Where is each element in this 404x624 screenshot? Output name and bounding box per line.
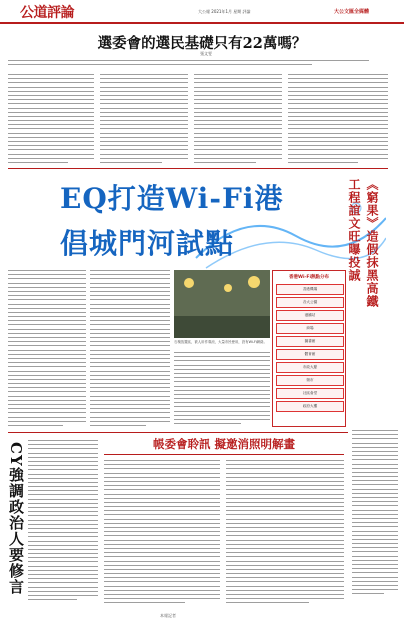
sidebar-item: 社區會堂 [276,388,344,399]
bottom-article-column-2 [226,460,344,608]
right-column-title-1: 《窮果》造假抹黑高鐵 [365,178,379,308]
right-column-body [352,430,398,605]
feature-column-3 [174,352,270,430]
masthead-info: 大公報 2021年1月 星期 評論 [198,9,251,14]
cy-article-headline: CY強調政治人要修言 [7,442,25,595]
sidebar-item: 街市 [276,375,344,386]
feature-headline-line-1: EQ打造Wi-Fi港 [60,182,284,215]
top-article-author: 張文雯 [200,51,212,56]
sidebar-title: 香港Wi-Fi熱點分布 [289,275,329,280]
top-article-column-2 [100,74,188,166]
top-article-lead [8,60,388,70]
top-article-column-3 [194,74,282,166]
bottom-section-divider [8,432,348,433]
sidebar-item: 政府大樓 [276,401,344,412]
bottom-footer: 本報記者 [160,613,176,618]
bottom-article-column-1 [104,460,220,608]
sidebar-item: 香港機場 [276,284,344,295]
cy-article-body [28,440,98,608]
masthead-brand: 大公文匯全媒體 [334,9,370,15]
section-divider [8,168,388,169]
top-article-column-1 [8,74,94,166]
sidebar-item: 各大公園 [276,297,344,308]
feature-photo [174,270,270,338]
sidebar-item: 圖書館 [276,336,344,347]
sidebar-item: 商場 [276,323,344,334]
bottom-article-headline: 帳委會聆訊 擬邀消照明解畫 [152,437,295,451]
sidebar-item: 港鐵站 [276,310,344,321]
feature-column-1 [8,270,86,430]
right-column-title-2: 工程誼文旺曝投誠 [347,178,361,282]
top-article-headline: 選委會的選民基礎只有22萬嗎？ [97,35,307,52]
sidebar-item: 體育館 [276,349,344,360]
bottom-headline-divider [104,454,344,455]
sidebar-item: 市政大廈 [276,362,344,373]
top-article-column-4 [288,74,388,166]
feature-column-2 [90,270,170,430]
masthead-title: 公道評論 [20,5,74,21]
photo-caption: 石塊放置區，被人用作乘涼，大量市民使用，設有Wi-Fi網絡。 [174,340,267,344]
feature-headline-line-2: 倡城門河試點 [60,227,235,260]
